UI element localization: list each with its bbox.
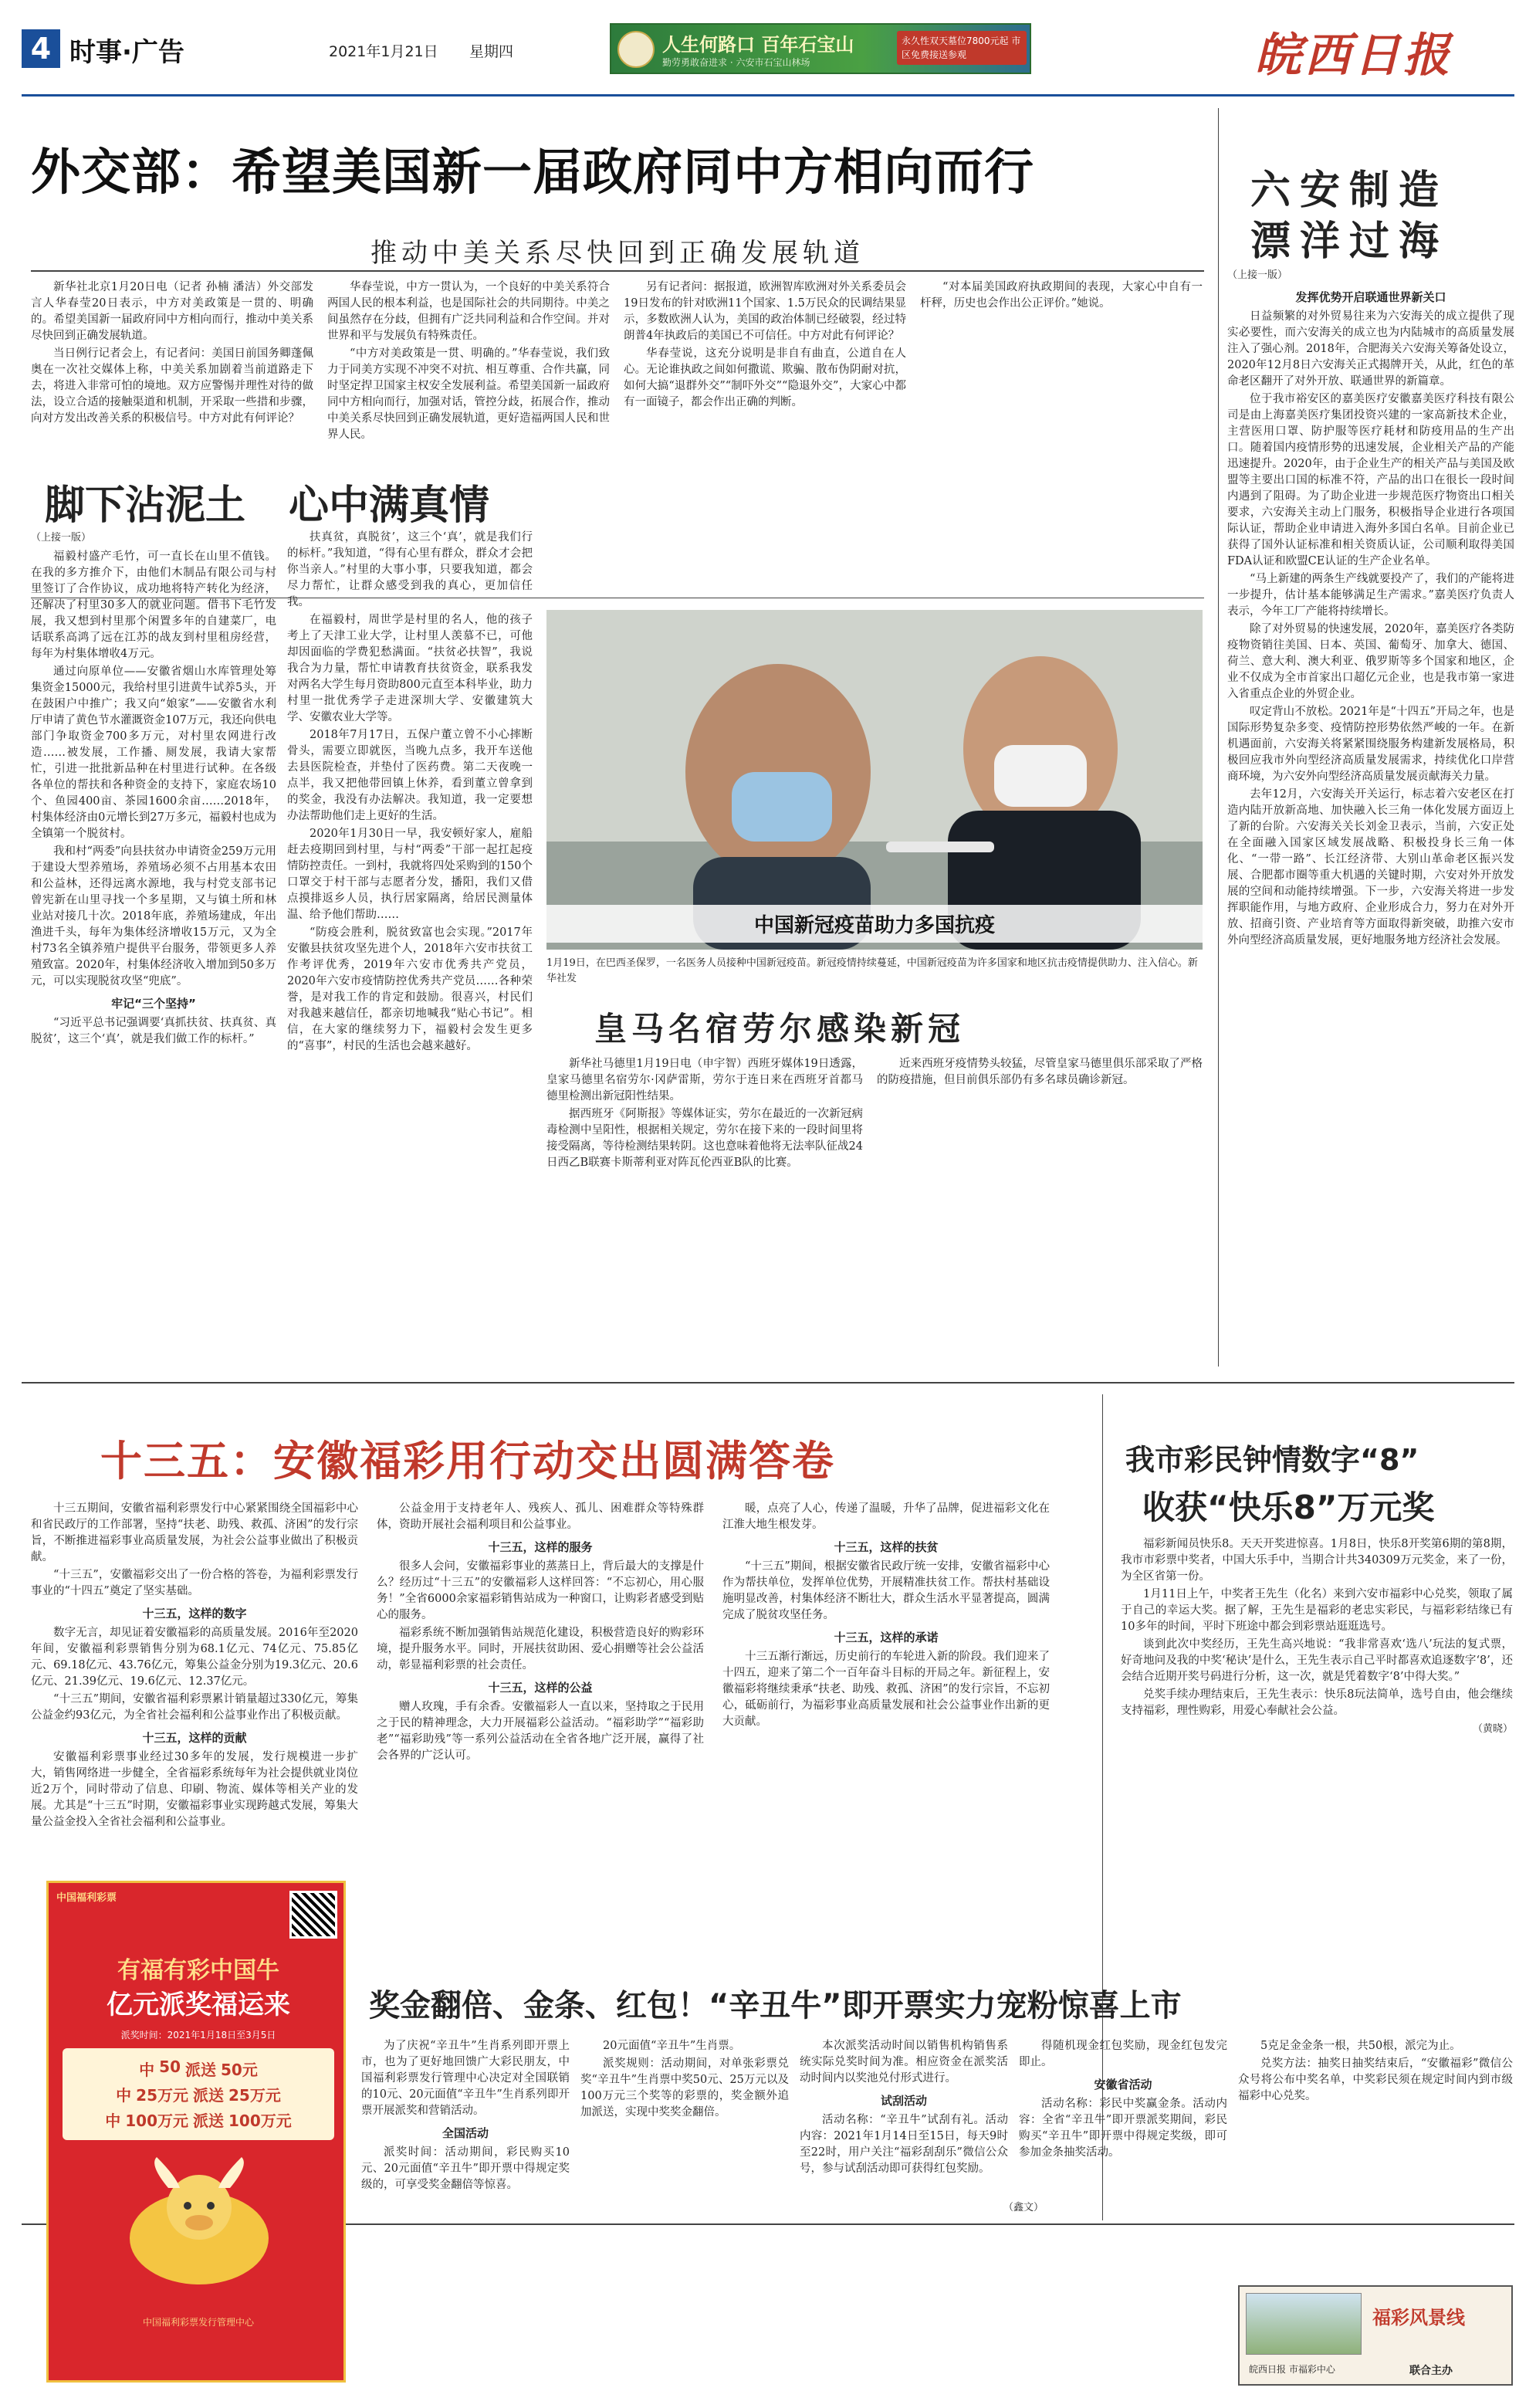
lottery-paragraph: 很多人会问，安徽福彩事业的蒸蒸日上，背后最大的支撑是什么？经历过“十三五”的安徽福彩人这样回答：“不忘初心，用心服务！”全省6000余家福彩销售站成为一种窗口，让购彩者感受到贴心的服务。 (377, 1560, 704, 1621)
side-headline-2: 漂洋过海 (1250, 218, 1449, 265)
poster-prize-mid: 派送 (193, 2112, 224, 2130)
issue-date: 2021年1月21日 (329, 43, 438, 60)
lead-column-3 (624, 279, 906, 588)
kl8-headline-1: 我市彩民钟情数字“8” (1125, 1443, 1419, 1477)
raul-paragraph: 新华社马德里1月19日电（申宇智）西班牙媒体19日透露，皇家马德里名宿劳尔·冈萨雷斯，劳尔于连日来在西班牙首都马德里检测出新冠阳性结果。 (546, 1058, 863, 1102)
side-headline-1: 六安制造 (1250, 168, 1449, 214)
stamp-right: 联合主办 (1409, 2365, 1453, 2377)
newyear-paragraph: 派奖规则：活动期间，对单张彩票兑奖“辛丑牛”生肖票中奖50元、25万元以及100万元三个奖等的彩票的，奖金额外追加派送，实现中奖奖金翻倍。 (580, 2057, 789, 2118)
stamp-column-name: 福彩风景线 (1372, 2307, 1465, 2328)
poster-bottom-note: 中国福利彩票发行管理中心 (142, 2317, 254, 2328)
lead-headline: 外交部：希望美国新一届政府同中方相向而行 (31, 144, 1034, 202)
side-subhead: 发挥优势开启联通世界新关口 (1295, 290, 1446, 304)
raul-headline: 皇马名宿劳尔感染新冠 (594, 1010, 966, 1048)
side-continued-note: （上接一版） (1227, 269, 1288, 281)
poster-prize-pre: 中 (139, 2061, 155, 2079)
raul-paragraph: 近来西班牙疫情势头较猛，尽管皇家马德里俱乐部采取了严格的防疫措施，但目前俱乐部仍有多名球员确诊新冠。 (877, 1058, 1203, 1086)
poster-title-1: 有福有彩中国牛 (117, 1957, 279, 1984)
left-continued-note: （上接一版） (31, 532, 92, 544)
side-story-body (1227, 267, 1514, 1367)
left-paragraph: 福毅村盛产毛竹，可一直长在山里不值钱。在我的多方推介下，由他们木制品有限公司与村里签订了合作协议，成功地将特产转化为经济，还解决了村里30多人的就业问题。借书下毛竹发展，我又想到村里那个闲置多年的自建菜厂，电话联系高鸿了远在江苏的战友到村里租房经营，每年为村集体增收4万元。 (31, 550, 276, 660)
poster-logo: 中国福利彩票 (56, 1892, 117, 1904)
poster-prize-mid: 派送 (185, 2061, 216, 2079)
left-story-column-1 (31, 530, 276, 1379)
poster-ox-illustration (103, 2146, 296, 2300)
lottery-paragraph: 公益金用于支持老年人、残疾人、孤儿、困难群众等特殊群体，资助开展社会福利项目和公益事业。 (377, 1502, 704, 1531)
section-title: 时事·广告 (69, 37, 184, 68)
left-headline-a: 脚下沾泥土 (45, 483, 246, 529)
newyear-column-4 (1019, 2038, 1227, 2401)
poster-prize-amt: 25万元 (228, 2086, 281, 2105)
lead-paragraph: 华春莹说，中方一贯认为，一个良好的中美关系符合两国人民的根本利益，也是国际社会的共同期待。中美之间虽然存在分歧，但拥有广泛共同利益和合作空间。并对世界和平与发展负有特殊责任。 (327, 281, 610, 342)
newyear-paragraph: 活动名称：“辛丑牛”试刮有礼。活动内容：2021年1月14日至15日，每天9时至22时，用户关注“福彩刮刮乐”微信公众号，参与试刮活动即可获得红包奖励。 (800, 2114, 1008, 2175)
newyear-column-2 (580, 2038, 789, 2401)
raul-column-2 (877, 1056, 1203, 1365)
poster-prize-num: 50 (159, 2057, 181, 2076)
stamp-left: 皖西日报 市福彩中心 (1249, 2364, 1335, 2375)
poster-prize-pre: 中 (116, 2086, 132, 2105)
poster-prize-pre: 中 (105, 2112, 121, 2130)
photo-caption-title: 中国新冠疫苗助力多国抗疫 (546, 905, 1203, 943)
ox-icon (103, 2146, 296, 2300)
poster-prize-amt: 50元 (221, 2061, 258, 2079)
newyear-headline: 奖金翻倍、金条、红包！“辛丑牛”即开票实力宠粉惊喜上市 (369, 1988, 1182, 2024)
masthead-logo: 皖西日报 (1255, 29, 1453, 83)
side-paragraph: 去年12月，六安海关开关运行，标志着六安老区在打造内陆开放新高地、加快融入长三角一体化发展方面迈上了新的台阶。六安海关关长刘金卫表示，当前，六安正处在全面融入国家区域发展战略、积极投身长三角一体化、“一带一路”、长江经济带、大别山革命老区振兴发展、合肥都市圈等重大机遇的关键时期，六安对外开放发展的空间和动能持续增强。下一步，六安海关将进一步发挥职能作用，与地方政府、企业形成合力，努力在对外开放、招商引资、产业培育等方面取得新突破，助推六安市外向型经济高质量发展，更好地服务地方经济社会发展。 (1227, 788, 1514, 947)
banner-subtitle: 勤劳勇敢奋进求 · 六安市石宝山林场 (662, 57, 810, 68)
lead-paragraph: 新华社北京1月20日电（记者 孙楠 潘洁）外交部发言人华春莹20日表示，中方对美政策是一贯的、明确的。希望美国新一届政府同中方相向而行，推动中美关系尽快回到正确发展轨道。 (31, 281, 313, 342)
left-headline-b: 心中满真情 (289, 483, 490, 529)
poster-prize-num: 100万元 (125, 2112, 188, 2130)
kl8-paragraph: 谈到此次中奖经历，王先生高兴地说：“我非常喜欢‘选八’玩法的复式票，好奇地问及我的中奖‘秘诀’是什么，王先生表示自己平时都喜欢追逐数字‘8’，还会结合近期开奖号码进行分析，这一次，就是凭着数字‘8’中得大奖。” (1121, 1638, 1513, 1683)
lead-headline-rule (31, 270, 1204, 272)
banner-offer: 永久性双天墓位7800元起 市区免费接送参观 (897, 31, 1027, 65)
poster-prize-num: 25万元 (136, 2086, 188, 2105)
newyear-subhead: 安徽省活动 (1094, 2078, 1152, 2091)
photo-caption-text: 1月19日，在巴西圣保罗，一名医务人员接种中国新冠疫苗。新冠疫情持续蔓延，中国新冠疫苗为许多国家和地区抗击疫情提供助力、注入信心。新华社发 (546, 957, 1198, 984)
left-paragraph: 2020年1月30日一早，我安顿好家人，雇船赶去疫期回到村里，与村“两委”干部一起扛起疫情防控责任。一到村，我就将四处采购到的150个口罩交于村干部与志愿者分发，播阳，我们又借点摸排返乡人员，执行居家隔离，给居民测量体温、给予他们帮助…… (287, 828, 533, 921)
lottery-author: （鑫文） (1003, 2202, 1044, 2213)
left-paragraph: 我和村“两委”向县扶贫办申请资金259万元用于建设大型养殖场，养殖场必须不占用基本农田和公益林，还得远离水源地，我与村党支部书记曾宪新在山里寻找一个多星期，又与镇土所和林业站对接几十次。2018年底，养殖场建成，年出渔进千头，每年为集体经济增收15万元，又为全村73名全镇养殖户提供平台服务，带领更多人养殖致富。2020年，村集体经济收入增加到50多万元，可以实现脱贫攻坚“兜底”。 (31, 845, 276, 987)
kl8-paragraph: 1月11日上午，中奖者王先生（化名）来到六安市福彩中心兑奖，领取了属于自己的幸运大奖。据了解，王先生是福彩的老忠实彩民，与福彩彩结缘已有10多年的时间，平时下班途中都会到彩票站逛逛选号。 (1121, 1588, 1513, 1633)
left-paragraph: “习近平总书记强调要‘真抓扶贫、扶真贫、真脱贫’，这三个‘真’，就是我们做工作的标杆。” (31, 1017, 276, 1045)
kl8-paragraph: 兑奖手续办理结束后，王先生表示：快乐8玩法简单，选号自由，他会继续支持福彩，理性购彩，用爱心奉献社会公益。 (1121, 1688, 1513, 1717)
lottery-paragraph: 十三五期间，安徽省福利彩票发行中心紧紧围绕全国福彩中心和省民政厅的工作部署，坚持“扶老、助残、救孤、济困”的发行宗旨，不断推进福彩事业高质量发展，为社会公益事业做出了积极贡献。 (31, 1502, 358, 1563)
lottery-paragraph: 十三五渐行渐远，历史前行的车轮进入新的阶段。我们迎来了十四五，迎来了第二个一百年奋斗目标的开局之年。新征程上，安徽福彩将继续秉承“扶老、助残、救孤、济困”的发行宗旨，不忘初心，砥砺前行，为福彩事业高质量发展和社会公益事业作出新的更大贡献。 (722, 1651, 1050, 1728)
newyear-paragraph: 为了庆祝“辛丑牛”生肖系列即开票上市，也为了更好地回馈广大彩民朋友，中国福利彩票发行管理中心决定对全国联销的10元、20元面值“辛丑牛”生肖系列即开票开展派奖和营销活动。 (361, 2040, 570, 2117)
lottery-poster (46, 1881, 346, 2383)
lottery-subhead: 十三五，这样的承诺 (834, 1631, 939, 1644)
column-stamp (1238, 2285, 1513, 2386)
lead-column-4 (920, 279, 1203, 588)
banner-logo-icon (617, 31, 655, 68)
lottery-subhead: 十三五，这样的服务 (488, 1540, 593, 1554)
lead-paragraph: 另有记者问：据报道，欧洲智库欧洲对外关系委员会19日发布的针对欧洲11个国家、1.5万民众的民调结果显示，多数欧洲人认为，美国的政治体制已经破裂，经过特朗普4年执政后的美国已不可信任。中方对此有何评论？ (624, 281, 906, 342)
newyear-paragraph: 派奖时间：活动期间，彩民购买10元、20元面值“辛丑牛”即开票中得规定奖级的，可享受奖金翻倍等惊喜。 (361, 2146, 570, 2191)
poster-prize-row (67, 2108, 330, 2131)
poster-prize-row (67, 2057, 330, 2080)
mid-page-rule (22, 1382, 1514, 1383)
newyear-paragraph: 本次派奖活动时间以销售机构销售系统实际兑奖时间为准。相应资金在派奖活动时间内以奖池兑付形式进行。 (800, 2040, 1008, 2085)
stamp-scene-icon (1246, 2293, 1362, 2355)
newyear-paragraph: 5克足金金条一根，共50根，派完为止。 (1260, 2040, 1461, 2052)
vaccine-photo (546, 610, 1203, 950)
header-divider (22, 94, 1514, 97)
lottery-subhead: 十三五，这样的扶贫 (834, 1540, 939, 1554)
lottery-subhead: 十三五，这样的数字 (142, 1607, 247, 1621)
raul-column-1 (546, 1056, 863, 1365)
newyear-column-3 (800, 2038, 1008, 2401)
left-story-column-2 (287, 530, 533, 1379)
left-subhead: 牢记“三个坚持” (111, 997, 196, 1011)
lead-paragraph: 华春莹说，这充分说明是非自有曲直，公道自在人心。无论谁执政之间如何撒谎、欺骗、散布伪阴耐对抗，如何大搞“退群外交”“制吓外交”“隐退外交”，大家心中都有一面镜子，都会作出正确的判断。 (624, 347, 906, 408)
vaccine-scene-illustration (546, 610, 1203, 950)
top-ad-banner (610, 23, 1031, 74)
newyear-column-5 (1238, 2038, 1513, 2270)
lottery-paragraph: 安徽福利彩票事业经过30多年的发展，发行规模进一步扩大，销售网络进一步健全，全省福彩系统每年为社会提供就业岗位近2万个，同时带动了信息、印刷、物流、媒体等相关产业的发展。尤其是“十三五”时期，安徽福彩事业实现跨越式发展，筹集大量公益金投入全省社会福利和公益事业。 (31, 1751, 358, 1828)
poster-prize-amt: 100万元 (228, 2112, 292, 2130)
poster-prize-table (63, 2048, 334, 2140)
side-paragraph: 除了对外贸易的快速发展，2020年，嘉美医疗各类防疫物资销往美国、日本、英国、葡萄牙、加拿大、德国、荷兰、意大利、澳大利亚、俄罗斯等多个国家和地区，企业不仅成为全市首家出口超亿元企业，也是我市第一家进入省重点企业的外贸企业。 (1227, 623, 1514, 700)
poster-period: 派奖时间：2021年1月18日至3月5日 (120, 2030, 276, 2041)
page-number-box: 4 (22, 29, 60, 68)
poster-qr-icon (289, 1891, 337, 1939)
newyear-paragraph: 20元面值“辛丑牛”生肖票。 (603, 2040, 741, 2052)
newyear-paragraph: 兑奖方法：抽奖日抽奖结束后，“安徽福彩”微信公众号将公布中奖名单，中奖彩民须在规定时间内到市级福彩中心兑奖。 (1238, 2057, 1513, 2102)
left-paragraph: “防疫会胜利，脱贫致富也会实现。”2017年安徽县扶贫攻坚先进个人，2018年六安市扶贫工作考评优秀，2019年六安市优秀共产党员，2020年六安市疫情防控优秀共产党员……各种荣誉，是对我工作的肯定和鼓励。很喜兴，村民们对我越来越信任，都亲切地喊我“贴心书记”。相信，在大家的继续努力下，福毅村会发生更多的“喜事”，村民的生活也会越来越好。 (287, 926, 533, 1052)
lottery-headline: 十三五：安徽福彩用行动交出圆满答卷 (100, 1437, 835, 1485)
lead-subhead: 推动中美关系尽快回到正确发展轨道 (370, 238, 864, 269)
poster-title-2: 亿元派奖福运来 (107, 1990, 290, 2020)
lead-paragraph: “对本届美国政府执政期间的表现，大家心中自有一杆秤，历史也会作出公正评价。”她说。 (920, 281, 1203, 310)
newyear-paragraph: 活动名称：彩民中奖赢金条。活动内容：全省“辛丑牛”即开票派奖期间，彩民购买“辛丑牛”即开票中得规定奖级，即可参加金条抽奖活动。 (1019, 2098, 1227, 2159)
lottery-paragraph: “十三五”，安徽福彩交出了一份合格的答卷，为福利彩票发行事业的“十四五”奠定了坚实基础。 (31, 1569, 358, 1597)
kl8-headline-2: 收获“快乐8”万元奖 (1142, 1488, 1435, 1526)
left-paragraph: 通过向原单位——安徽省烟山水库管理处筹集资金15000元，我给村里引进黄牛试养5头，开在鼓困户中推广；我又向“娘家”——安徽省水利厅申请了黄色节水灌溉资金107万元，我还向供电部门争取资金700多万元，对村里农网进行改造……被发展，工作播、厕发展，我请大家帮忙，引进一批批新品种在村里进行试种。在各级各单位的帮扶和各种资金的支持下，家庭农场10个、鱼园400亩、茶园1600余亩……2018年，村集体经济由0元增长到27万多元，福毅村也成为全镇第一个脱贫村。 (31, 666, 276, 840)
lottery-paragraph: 赠人玫瑰，手有余香。安徽福彩人一直以来，坚持取之于民用之于民的精神理念，大力开展福彩公益活动。“福彩助学”“福彩助老”“福彩助残”等一系列公益活动在全省各地广泛开展，赢得了社会各界的广泛认可。 (377, 1701, 704, 1762)
side-paragraph: “马上新建的两条生产线就要投产了，我们的产能将进一步提升，估计基本能够满足生产需求。”嘉美医疗负责人表示，今年工厂产能将持续增长。 (1227, 573, 1514, 618)
lottery-paragraph: 数字无言，却见证着安徽福彩的高质量发展。2016年至2020年间，安徽福利彩票销售分别为68.1亿元、74亿元、75.85亿元、69.18亿元、43.76亿元，筹集公益金分别为19.3亿元、20.6亿元、21.39亿元、19.6亿元、12.37亿元。 (31, 1627, 358, 1688)
poster-prize-row (67, 2083, 330, 2105)
lottery-paragraph: “十三五”期间，安徽省福利彩票累计销量超过330亿元，筹集公益金约93亿元，为全省社会福利和公益事业作出了积极贡献。 (31, 1693, 358, 1722)
lottery-subhead: 十三五，这样的公益 (488, 1681, 593, 1695)
left-paragraph: 在福毅村，周世学是村里的名人，他的孩子考上了天津工业大学，让村里人羡慕不已，可他却因面临的学费犯愁满面。“扶贫必扶智”，我说我合为力量，帮忙申请教育扶贫资金，联系我发对两名大学生每月资助800元直至本科毕业，助力村里一批优秀学子走进深圳大学、安徽建筑大学、安徽农业大学等。 (287, 614, 533, 723)
banner-slogan: 人生何路口 百年石宝山 (662, 34, 854, 56)
newyear-column-1 (361, 2038, 570, 2401)
lead-paragraph: “中方对美政策是一贯、明确的。”华春莹说，我们致力于同美方实现不冲突不对抗、相互尊重、合作共赢，同时坚定捍卫国家主权安全发展利益。希望美国新一届政府同中方相向而行，加强对话，管控分歧，拓展合作，推动中美关系尽快回到正确发展轨道，更好造福两国人民和世界人民。 (327, 347, 610, 441)
left-paragraph: 2018年7月17日，五保户董立曾不小心摔断骨头，需要立即就医，当晚九点多，我开车送他去县医院检查，并垫付了医药费。第二天夜晚一点半，我又把他带回镇上休养，看到董立曾拿到的奖金，我没有办法解决。我知道，我一定要想办法帮助他们走上更好的生活。 (287, 729, 533, 822)
side-paragraph: 日益频繁的对外贸易往来为六安海关的成立提供了现实必要性，而六安海关的成立也为内陆城市的高质量发展注入了强心剂。2018年，合肥海关六安海关筹备处设立，2020年12月8日六安海关正式揭牌开关，从此，红色的革命老区翻开了对外开放、联通世界的新篇章。 (1227, 310, 1514, 388)
newyear-subhead: 试刮活动 (880, 2094, 927, 2108)
lead-paragraph: 当日例行记者会上，有记者问：美国日前国务卿蓬佩奥在一次社交媒体上称，中美关系加剧着当前道路走下去，将进入非常可怕的境地。双方应警惕并理性对待的做法，设立合适的接触渠道和机制，开采取一些措和步骤，向对方发出改善关系的积极信号。中方对此有何评论？ (31, 347, 313, 425)
side-paragraph: 叹定背山不放松。2021年是“十四五”开局之年，也是国际形势复杂多变、疫情防控形势依然严峻的一年。在新机遇面前，六安海关将紧紧围绕服务构建新发展格局，积极回应我市外向型经济高质量发展需求，持续优化口岸营商环境，为六安外向型经济高质量发展贡献海关力量。 (1227, 706, 1514, 783)
lottery-paragraph: 暖，点亮了人心，传递了温暖，升华了品牌，促进福彩文化在江淮大地生根发芽。 (722, 1502, 1050, 1531)
lottery-paragraph: 福彩系统不断加强销售站规范化建设，积极营造良好的购彩环境，提升服务水平。同时，开展扶贫助困、爱心捐赠等社会公益活动，彰显福利彩票的社会责任。 (377, 1627, 704, 1671)
lottery-paragraph: “十三五”期间，根据安徽省民政厅统一安排，安徽省福彩中心作为帮扶单位，发挥单位优势，开展精准扶贫工作。帮扶村基础设施明显改善，村集体经济不断壮大，群众生活水平显著提高，圆满完成了脱贫攻坚任务。 (722, 1560, 1050, 1621)
kl8-author: （黄晓） (1472, 1723, 1513, 1735)
lottery-subhead: 十三五，这样的贡献 (142, 1731, 247, 1745)
newyear-subhead: 全国活动 (442, 2126, 489, 2140)
vertical-divider-right (1218, 108, 1219, 1367)
issue-weekday: 星期四 (469, 43, 514, 60)
poster-prize-mid: 派送 (193, 2086, 224, 2105)
kl8-paragraph: 福彩新闻员快乐8。天天开奖进惊喜。1月8日，快乐8开奖第6期的第8期，我市市彩票中奖者，中国大乐手中，当期合计共340309万元奖金，来了一份，为全区省第一份。 (1121, 1538, 1513, 1583)
raul-paragraph: 据西班牙《阿斯报》等媒体证实，劳尔在最近的一次新冠病毒检测中呈阳性，根据相关规定，劳尔在接下来的一段时间里将接受隔离，等待检测结果转阴。这也意味着他将无法率队征战24日西乙B联赛卡斯蒂利亚对阵瓦伦西亚B队的比赛。 (546, 1108, 863, 1169)
side-paragraph: 位于我市裕安区的嘉美医疗安徽嘉美医疗科技有限公司是由上海嘉美医疗集团投资兴建的一家高新技术企业，主营医用口罩、防护服等医疗耗材和防疫用品的生产出口。随着国内疫情形势的迅速发展，企业相关产品的产能迅速提升。2020年，由于企业生产的相关产品与美国及欧盟等主要出口国的标准不符，产品的出口在很长一段时间内遇到了阻碍。为了助企业进一步规范医疗物资出口相关要求，六安海关主动上门服务，积极指导企业进行各项国际认证，帮助企业申请进入海外多国白名单。目前企业已获得了国外认证标准和相关资质认证，公司顺利取得美国FDA认证和欧盟CE认证的生产企业名单。 (1227, 393, 1514, 567)
newyear-paragraph: 得随机现金红包奖励，现金红包发完即止。 (1019, 2040, 1227, 2068)
left-paragraph: 扶真贫，真脱贫’，这三个‘真’，就是我们行的标杆。”我知道，“得有心里有群众，群众才会把你当亲人。”村里的大事小事，只要我知道，都会尽力帮忙，让群众感受到我的真心，更加信任我。 (287, 531, 533, 608)
